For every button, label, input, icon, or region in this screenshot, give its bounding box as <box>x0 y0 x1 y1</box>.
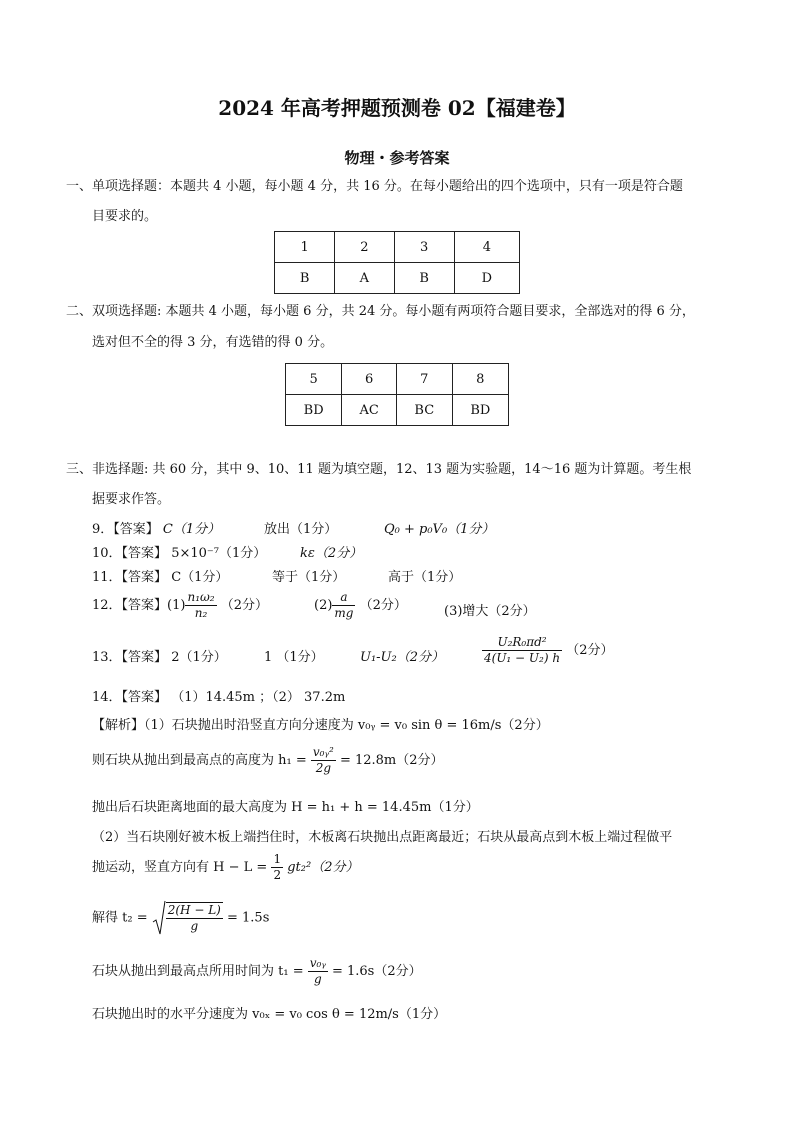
analysis-line-4: （2）当石块刚好被木板上端挡住时，木板离石块抛出点距离最近；石块从最高点到木板上端过程做平 <box>92 830 673 845</box>
table-cell: 5 <box>286 364 342 395</box>
page-title: 2024 年高考押题预测卷 02【福建卷】 <box>218 96 576 120</box>
fraction: $\frac{1}{2}$ <box>273 852 282 882</box>
answer-prefix: 12．【答案】 <box>92 598 168 613</box>
table-cell: BC <box>396 395 452 426</box>
answer-part: U₁-U₂（2分） <box>360 650 444 665</box>
answer-part: 放出（1分） <box>264 522 338 537</box>
table-cell: AC <box>342 395 397 426</box>
answer-score: （2分） <box>220 598 269 613</box>
section2-line1: 二、双项选择题: 本题共 4 小题，每小题 6 分，共 24 分。每小题有两项符合题目要求，全部选对的得 6 分， <box>66 304 695 319</box>
analysis-line-2: 则石块从抛出到最高点的高度为 h₁ = $\frac{\text{v₀ᵧ²}}{2g}$ = 12.8m（2分） <box>92 745 444 775</box>
table-cell: B <box>275 263 335 294</box>
table-cell: D <box>454 263 519 294</box>
table-cell: 8 <box>452 364 508 395</box>
answer-part: kε（2分） <box>300 546 363 561</box>
answer-part: C（1分） <box>171 570 229 585</box>
fraction: $\frac{\text{n₁ω₂}}{\text{n₂}}$ <box>187 590 215 620</box>
answer-score: （2分） <box>566 643 614 658</box>
fraction: $\frac{\text{U₂R₀πd²}}{\text{4(U₁ − U₂) h}}$ <box>484 635 561 665</box>
answer-q12 <box>92 590 268 621</box>
section3-line2: 据要求作答。 <box>92 492 171 507</box>
answer-part: 等于（1分） <box>272 570 346 585</box>
table-cell: 1 <box>275 232 335 263</box>
answer-part: C（1分） <box>162 522 221 537</box>
answer-part: 2（1分） <box>171 650 227 665</box>
fraction: $\frac{\text{v₀ᵧ²}}{2g}$ <box>312 745 334 775</box>
answer-part: (3)增大（2分） <box>444 604 536 619</box>
fraction: $\frac{2(H - L)}{g}$ <box>167 903 221 933</box>
fraction: $\frac{a}{mg}$ <box>334 590 354 620</box>
table-cell: BD <box>286 395 342 426</box>
answer-q9 <box>92 518 220 537</box>
answer-part: （1）14.45m ；（2） 37.2m <box>171 690 346 705</box>
analysis-line-3: 抛出后石块距离地面的最大高度为 H = h₁ + h = 14.45m（1分） <box>92 800 479 815</box>
analysis-line-1: 【解析】（1）石块抛出时沿竖直方向分速度为 v₀ᵧ = v₀ sin θ = 16m/s（2分） <box>92 718 549 733</box>
answer-score: （2分） <box>359 598 407 613</box>
table-cell: B <box>394 263 454 294</box>
answer-part: (1) <box>167 598 186 613</box>
answer-part: Q₀ + p₀V₀（1分） <box>384 522 495 537</box>
table-cell: 6 <box>342 364 397 395</box>
page-subtitle: 物理・参考答案 <box>344 149 450 167</box>
answer-part: 1 （1分） <box>264 650 324 665</box>
table-cell: A <box>335 263 394 294</box>
answer-q13 <box>92 646 227 665</box>
answer-q11 <box>92 566 228 585</box>
section2-line2: 选对但不全的得 3 分，有选错的得 0 分。 <box>92 335 334 350</box>
answer-prefix: 11．【答案】 <box>92 570 168 585</box>
section3-line1: 三、非选择题: 共 60 分，其中 9、10、11 题为填空题，12、13 题为实验题，14～16 题为计算题。考生根 <box>66 462 692 477</box>
answer-q12-part2: (2) $\frac{a}{mg}$ （2分） <box>314 590 407 620</box>
answer-q14 <box>92 686 345 705</box>
section1-line2: 目要求的。 <box>92 209 158 224</box>
section1-answer-table <box>274 231 520 294</box>
table-cell: 4 <box>454 232 519 263</box>
answer-prefix: 10．【答案】 <box>92 546 168 561</box>
answer-prefix: 9．【答案】 <box>92 522 159 537</box>
fraction: $\frac{\text{v₀ᵧ}}{g}$ <box>309 956 326 986</box>
section1-line1: 一、单项选择题：本题共 4 小题，每小题 4 分，共 16 分。在每小题给出的四个选项中，只有一项是符合题 <box>66 179 683 194</box>
analysis-line-8: 石块抛出时的水平分速度为 v₀ₓ = v₀ cos θ = 12m/s（1分） <box>92 1007 447 1022</box>
table-cell: BD <box>452 395 508 426</box>
section2-answer-table <box>285 363 509 426</box>
answer-part: 5×10⁻⁷（1分） <box>171 546 267 561</box>
analysis-line-7: 石块从抛出到最高点所用时间为 t₁ = $\frac{\text{v₀ᵧ}}{g}$ = 1.6s（2分） <box>92 956 422 986</box>
table-cell: 3 <box>394 232 454 263</box>
answer-q10 <box>92 542 266 561</box>
table-cell: 2 <box>335 232 394 263</box>
answer-prefix: 13．【答案】 <box>92 650 168 665</box>
sqrt-symbol <box>152 900 223 936</box>
answer-q13-formula <box>482 635 614 666</box>
answer-prefix: 14．【答案】 <box>92 690 168 705</box>
table-cell: 7 <box>396 364 452 395</box>
analysis-line-6: 解得 t₂ = $\frac{2(H - L)}{g}$ = 1.5s <box>92 900 269 936</box>
answer-part: 高于（1分） <box>388 570 462 585</box>
analysis-line-5: 抛运动，竖直方向有 H − L = $\frac{1}{2}$ gt₂²（2分） <box>92 852 359 882</box>
